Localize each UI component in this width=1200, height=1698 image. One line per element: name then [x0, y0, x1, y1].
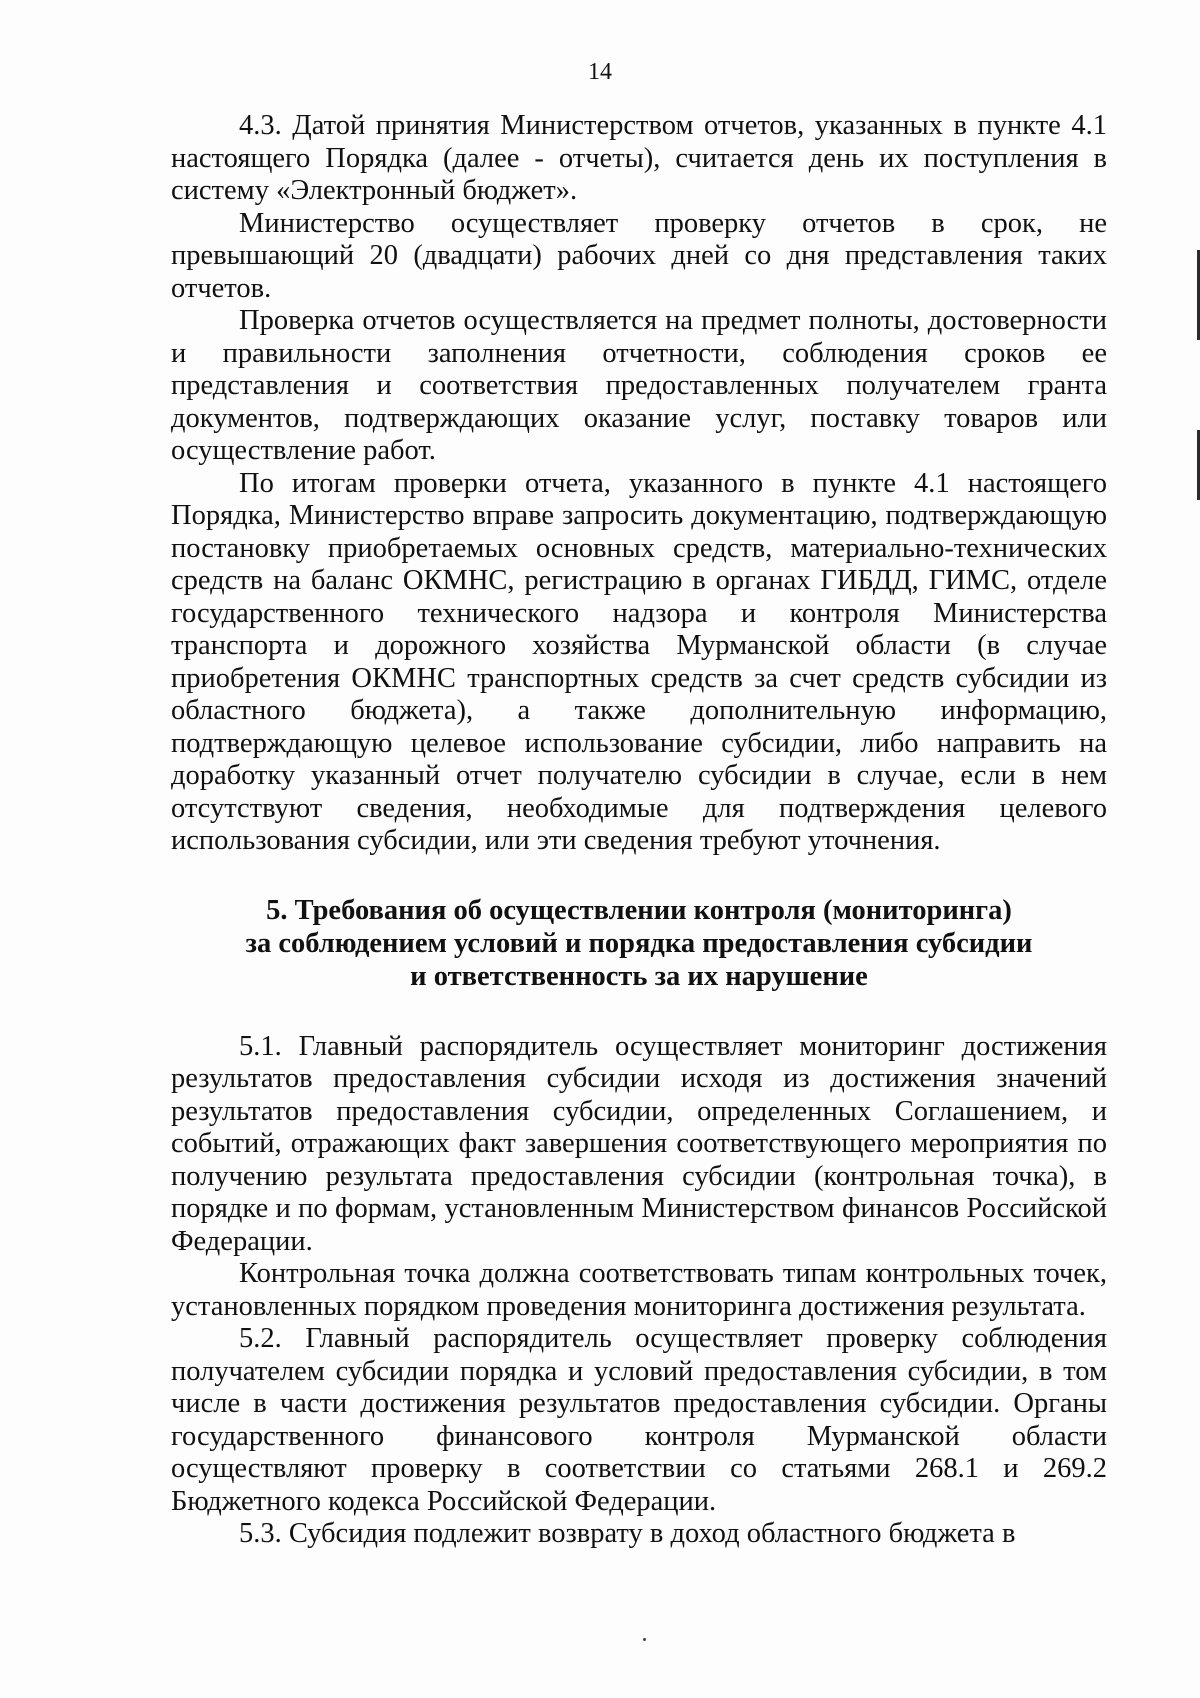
paragraph-5-3: 5.3. Субсидия подлежит возврату в доход областного бюджета в	[239, 1518, 1016, 1549]
paragraph-5-2: 5.2. Главный распорядитель осуществляет проверку соблюдения получателем субсидии порядка и условий предоставления субсидии, в том числе в части достижения результатов предоставления субсидии. Органы государственного финансового контроля Мурманской области осуществляют проверку в соответствии со статьями 268.1 и 269.2 Бюджетного кодекса Российской Федерации.	[171, 1323, 1107, 1517]
paragraph-4-3: 4.3. Датой принятия Министерством отчетов, указанных в пункте 4.1 настоящего Порядка (далее - отчеты), считается день их поступления в систему «Электронный бюджет».	[171, 110, 1107, 206]
section-5-heading-line-2: за соблюдением условий и порядка предоставления субсидии	[245, 927, 1033, 959]
page-number: 14	[588, 59, 612, 85]
section-5-heading-line-1: 5. Требования об осуществлении контроля (мониторинга)	[266, 894, 1012, 926]
paragraph-check-subject: Проверка отчетов осуществляется на предмет полноты, достоверности и правильности заполнения отчетности, соблюдения сроков ее представления и соответствия предоставленных получателем гранта документов, подтверждающих оказание услуг, поставку товаров или осуществление работ.	[171, 305, 1107, 466]
paragraph-5-1: 5.1. Главный распорядитель осуществляет мониторинг достижения результатов предоставления субсидии исходя из достижения значений результатов предоставления субсидии, определенных Соглашением, и событий, отражающих факт завершения соответствующего мероприятия по получению результата предоставления субсидии (контрольная точка), в порядке и по формам, установленным Министерством финансов Российской Федерации.	[171, 1030, 1107, 1257]
section-5-heading-line-3: и ответственность за их нарушение	[410, 960, 868, 992]
paragraph-check-deadline: Министерство осуществляет проверку отчетов в срок, не превышающий 20 (двадцати) рабочих дней со дня представления таких отчетов.	[171, 207, 1107, 304]
scan-dot	[643, 1638, 646, 1641]
paragraph-control-point: Контрольная точка должна соответствовать типам контрольных точек, установленных порядком проведения мониторинга достижения результата.	[171, 1258, 1107, 1322]
section-5-heading	[171, 894, 1107, 993]
paragraph-check-results: По итогам проверки отчета, указанного в пункте 4.1 настоящего Порядка, Министерство вправе запросить документацию, подтверждающую постановку приобретаемых основных средств, материально-технических средств на баланс ОКМНС, регистрацию в органах ГИБДД, ГИМС, отделе государственного технического надзора и контроля Министерства транспорта и дорожного хозяйства Мурманской области (в случае приобретения ОКМНС транспортных средств за счет средств субсидии из областного бюджета), а также дополнительную информацию, подтверждающую целевое использование субсидии, либо направить на доработку указанный отчет получателю субсидии в случае, если в нем отсутствуют сведения, необходимые для подтверждения целевого использования субсидии, или эти сведения требуют уточнения.	[171, 467, 1107, 856]
document-body	[171, 110, 1107, 1551]
